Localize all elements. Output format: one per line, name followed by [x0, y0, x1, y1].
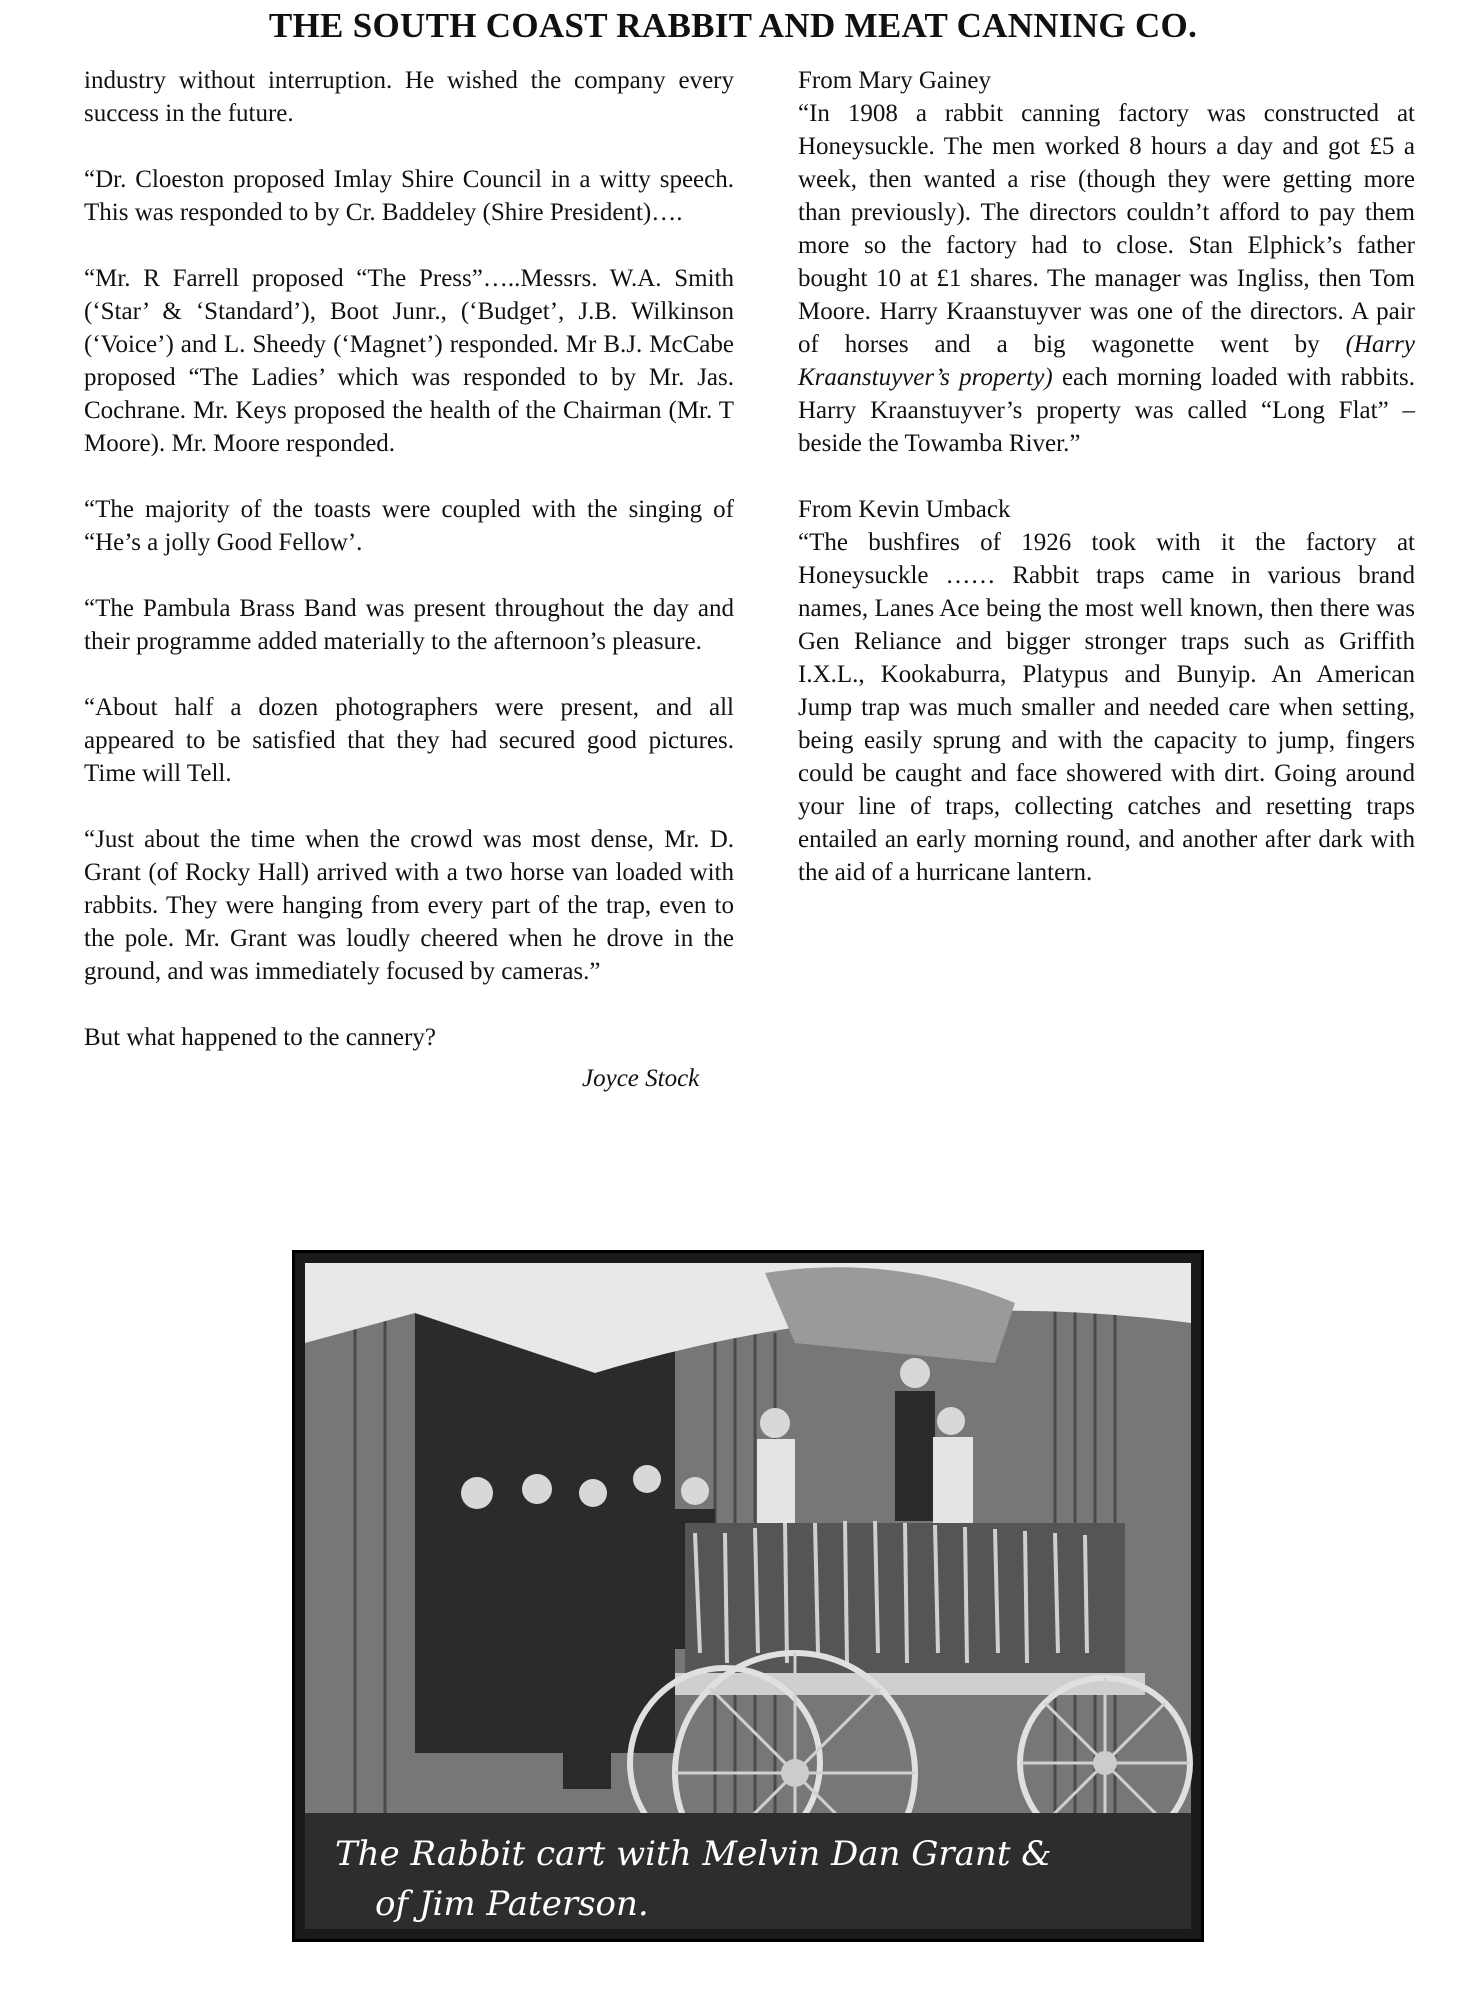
quote-text: “In 1908 a rabbit canning factory was constructed at Honeysuckle. The men worked 8 hours a day and got £5 a week, then wanted a rise (though they were getting more than previously). The directors couldn’t afford to pay them more so the factory had to close. Stan Elphick’s father bought 10 at £1 shares. The manager was Ingliss, then Tom Moore. Harry Kraanstuyver was one of the directors. A pair of horses and a big wagonette went by: [798, 100, 1415, 358]
paragraph: “The Pambula Brass Band was present throughout the day and their programme added materially to the afternoon’s pleasure.: [84, 595, 734, 655]
handwritten-caption: [295, 1253, 1201, 1939]
page-title: THE SOUTH COAST RABBIT AND MEAT CANNING CO.: [268, 6, 1198, 45]
right-column: [798, 64, 1415, 889]
historic-photo: [292, 1250, 1204, 1942]
source-label: From Kevin Umback: [798, 496, 1011, 523]
caption-line: The Rabbit cart with Melvin Dan Grant &: [335, 1834, 1052, 1874]
quote-paragraph: “The bushfires of 1926 took with it the factory at Honeysuckle …… Rabbit traps came in various brand names, Lanes Ace being the most well known, then there was Gen Reliance and bigger stronger traps such as Griffith I.X.L., Kookaburra, Platypus and Bunyip. An American Jump trap was much smaller and needed care when setting, being easily sprung and with the capacity to jump, fingers could be caught and face showered with dirt. Going around your line of traps, collecting catches and resetting traps entailed an early morning round, and another after dark with the aid of a hurricane lantern.: [798, 529, 1415, 886]
paragraph: industry without interruption. He wished the company every success in the future.: [84, 67, 734, 127]
source-label: From Mary Gainey: [798, 67, 992, 94]
quote-italic-text: (Harry Kraanstuyver’s property): [798, 331, 1415, 391]
paragraph: “About half a dozen photographers were present, and all appeared to be satisfied that they had secured good pictures. Time will Tell.: [84, 694, 734, 787]
caption-line: of Jim Paterson.: [375, 1884, 649, 1924]
quote-text: each morning loaded with rabbits. Harry Kraanstuyver’s property was called “Long Flat” – beside the Towamba River.”: [798, 364, 1415, 457]
paragraph: “The majority of the toasts were coupled with the singing of “He’s a jolly Good Fellow’.: [84, 496, 734, 556]
quote-paragraph: [798, 97, 1415, 460]
left-column: [84, 64, 734, 1095]
paragraph: “Dr. Cloeston proposed Imlay Shire Council in a witty speech. This was responded to by Cr. Baddeley (Shire President)….: [84, 166, 734, 226]
closing-question: But what happened to the cannery?: [84, 1024, 436, 1051]
paragraph: “Just about the time when the crowd was most dense, Mr. D. Grant (of Rocky Hall) arrived with a two horse van loaded with rabbits. They were hanging from every part of the trap, even to the pole. Mr. Grant was loudly cheered when he drove in the ground, and was immediately focused by cameras.”: [84, 826, 734, 985]
author-byline: Joyce Stock: [582, 1065, 700, 1092]
paragraph: “Mr. R Farrell proposed “The Press”…..Messrs. W.A. Smith (‘Star’ & ‘Standard’), Boot Junr., (‘Budget’, J.B. Wilkinson (‘Voice’) and L. Sheedy (‘Magnet’) responded. Mr B.J. McCabe proposed “The Ladies’ which was responded to by Mr. Jas. Cochrane. Mr. Keys proposed the health of the Chairman (Mr. T Moore). Mr. Moore responded.: [84, 265, 734, 457]
